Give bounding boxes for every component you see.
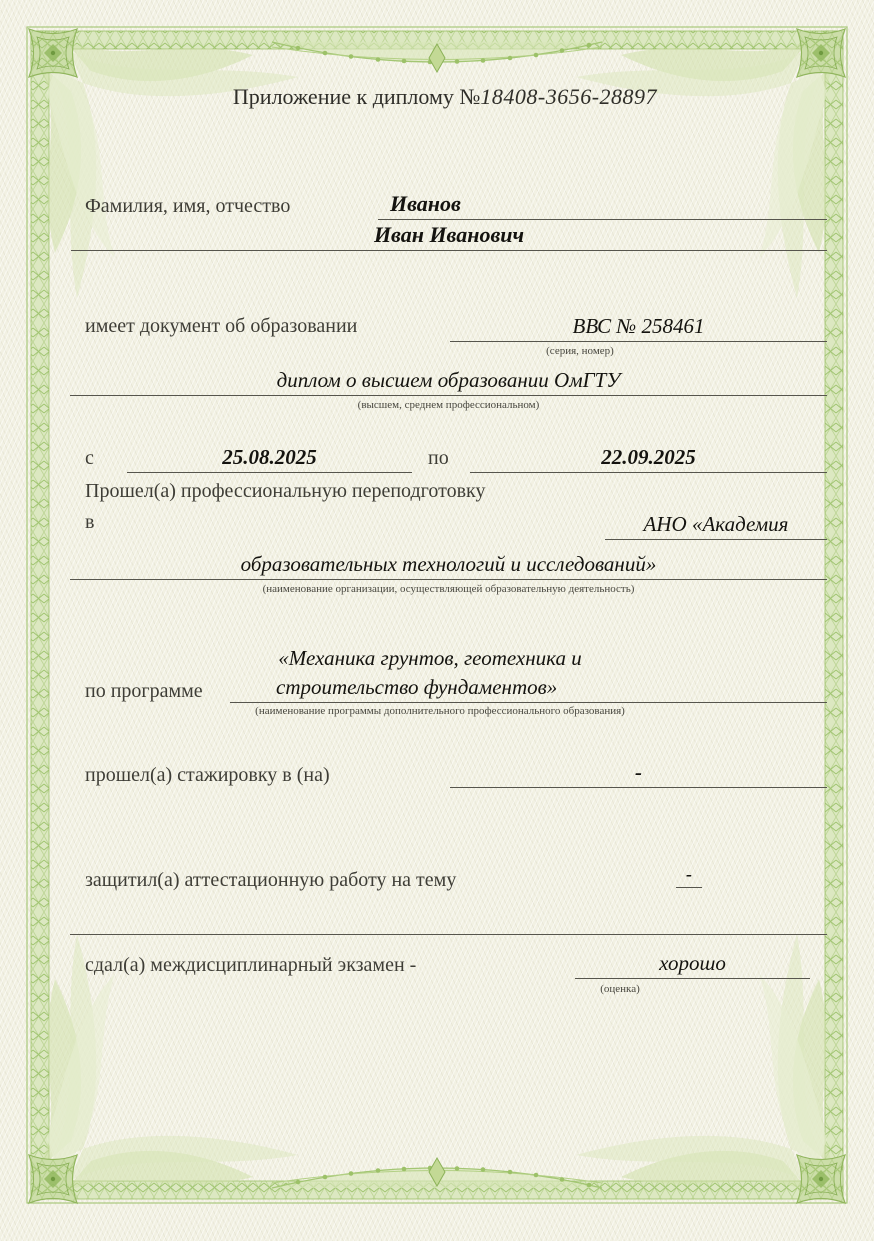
internship-value: -: [635, 760, 642, 784]
surname-value: Иванов: [390, 191, 461, 216]
title-diploma-number: 18408-3656-28897: [480, 84, 658, 109]
program-caption: (наименование программы дополнительного профессионального образования): [255, 705, 625, 717]
organization-value-line1: АНО «Академия: [643, 512, 789, 536]
thesis-value: -: [686, 864, 692, 884]
education-type-field: [70, 364, 827, 396]
full-name-label: Фамилия, имя, отчество: [85, 195, 291, 217]
thesis-rule-line: [70, 934, 827, 935]
given-patronymic-value: Иван Иванович: [373, 222, 525, 247]
period-to-field: [470, 442, 827, 473]
document-title: [0, 84, 874, 110]
bottom-center-ornament: [272, 1158, 602, 1188]
education-document-label: имеет документ об образовании: [85, 315, 358, 337]
period-from-value: 25.08.2025: [222, 445, 317, 469]
period-from-field: [127, 442, 412, 473]
period-to-value: 22.09.2025: [601, 445, 696, 469]
given-patronymic-field: [71, 219, 827, 251]
exam-grade-field: [575, 948, 810, 979]
program-value-line2: строительство фундаментов»: [276, 675, 558, 699]
surname-field: [378, 188, 827, 220]
title-prefix: Приложение к диплому №: [232, 84, 481, 109]
exam-label: сдал(а) междисциплинарный экзамен -: [85, 954, 417, 976]
period-from-label: с: [85, 447, 94, 469]
organization-field-line2: [70, 548, 827, 580]
retraining-line: Прошел(а) профессиональную переподготовку: [85, 480, 486, 502]
program-value-line1: «Механика грунтов, геотехника и: [278, 646, 582, 670]
exam-grade-value: хорошо: [659, 951, 726, 975]
series-number-caption: (серия, номер): [546, 345, 614, 357]
program-label: по программе: [85, 680, 203, 702]
program-field-line2: [230, 672, 827, 703]
internship-field: [450, 757, 827, 788]
organization-value-line2: образовательных технологий и исследований»: [240, 552, 657, 576]
education-type-caption: (высшем, среднем профессиональном): [357, 399, 540, 411]
education-document-value: ВВС № 258461: [572, 314, 705, 338]
thesis-label: защитил(а) аттестационную работу на тему: [85, 869, 457, 891]
internship-label: прошел(а) стажировку в (на): [85, 764, 330, 786]
top-center-ornament: [272, 42, 602, 72]
period-to-label: по: [428, 447, 449, 469]
organization-in-label: в: [85, 511, 95, 533]
corner-rosette-top-left: [29, 29, 298, 298]
education-type-value: диплом о высшем образовании ОмГТУ: [276, 368, 621, 392]
thesis-field: [676, 862, 702, 888]
corner-rosette-top-right: [576, 29, 845, 298]
education-document-field: [450, 310, 827, 342]
organization-field-line1: [605, 508, 827, 540]
exam-grade-caption: (оценка): [600, 983, 640, 995]
organization-caption: (наименование организации, осуществляющей образовательную деятельность): [262, 583, 635, 595]
